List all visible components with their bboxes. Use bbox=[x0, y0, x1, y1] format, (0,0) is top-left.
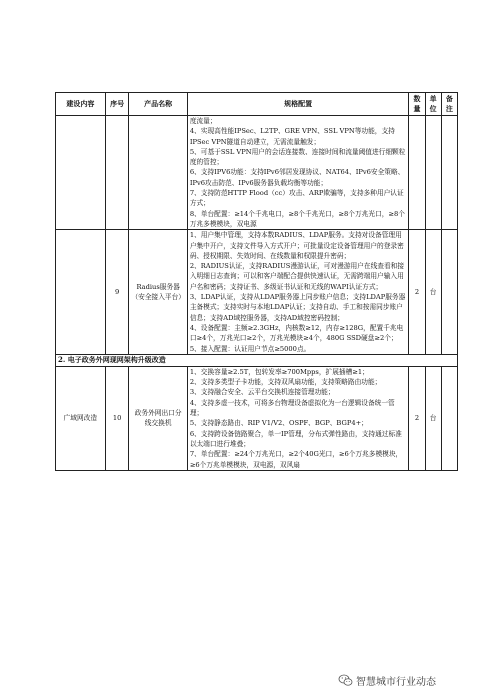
cell-note bbox=[441, 116, 457, 230]
table-row-continued bbox=[56, 116, 458, 230]
header-content: 建设内容 bbox=[56, 93, 106, 116]
cell-product: 政务外网出口分线交换机 bbox=[129, 366, 187, 470]
spec-line: 2、支持多类型子卡功能，支持双风扇功能，支持策略路由功能； bbox=[189, 378, 382, 387]
cell-unit: 台 bbox=[425, 230, 441, 355]
cell-content: 广域网改造 bbox=[56, 366, 106, 470]
spec-line: 4、实现高性能IPSec、L2TP、GRE VPN、SSL VPN等功能，支持IPSec VPN隧道自动建立，无需流量触发； bbox=[189, 127, 395, 146]
cell-seq: 10 bbox=[105, 366, 129, 470]
cell-qty: 2 bbox=[409, 230, 425, 355]
section-title: 2. 电子政务外网现网架构升级改造 bbox=[56, 354, 458, 366]
cell-note bbox=[441, 366, 457, 470]
header-unit: 单位 bbox=[425, 93, 441, 116]
cell-seq: 9 bbox=[105, 230, 129, 355]
cell-spec bbox=[187, 230, 409, 355]
spec-line: 1、交换容量≥2.5T，包转发率≥700Mpps，扩展插槽≥1； bbox=[189, 367, 369, 376]
header-seq: 序号 bbox=[105, 93, 129, 116]
spec-line: 4、支持多虚一技术，可将多台物理设备虚拟化为一台逻辑设备统一管理； bbox=[189, 398, 395, 418]
watermark-text: 智慧城市行业动态 bbox=[356, 677, 436, 688]
cell-note bbox=[441, 230, 457, 355]
spec-line: 1、用户集中管理，支持本数RADIUS、LDAP服务。支持对设备管理用户集中开户，支持文件导入方式开户；可批量设定设备管理用户的登录密码、授权期限、失效时间、在线数量和权限提升密码； bbox=[189, 231, 404, 260]
spec-table bbox=[55, 92, 458, 471]
spec-line: 3、支持融合安全、云平台交换机连接管理功能； bbox=[189, 388, 335, 397]
cell-unit bbox=[425, 116, 441, 230]
cell-content bbox=[56, 116, 106, 230]
header-qty: 数量 bbox=[409, 93, 425, 116]
spec-line: 5、支持静态路由、RIP V1/V2、OSPF、BGP、BGP4+； bbox=[189, 419, 368, 428]
cell-unit: 台 bbox=[425, 366, 441, 470]
header-note: 备注 bbox=[441, 93, 457, 116]
spec-line: 6、支持跨设备链路聚合，单一IP管理，分布式弹性路由，支持通过标准以太端口进行堆叠； bbox=[189, 429, 402, 448]
header-product: 产品名称 bbox=[129, 93, 187, 116]
table-header-row bbox=[56, 93, 458, 116]
cell-spec bbox=[187, 366, 409, 470]
cell-content bbox=[56, 230, 106, 355]
cell-product: Radius服务器（安全接入平台） bbox=[129, 230, 187, 355]
spec-line: 2、RADIUS认证，支持RADIUS漫游认证，可对漫游用户在线查看和接入明细日志查询；可以和客户端配合提供快速认证，无需跨端用户输入用户名和密码；支持证书、多级证书认证和无线的WAPI认证方式； bbox=[189, 262, 405, 291]
cell-qty bbox=[409, 116, 425, 230]
spec-line: 6、支持IPV6功能：支持IPv6邻居发现协议、NAT64、IPv6安全策略、IPv6攻击防范、IPv6服务器负载均衡等功能； bbox=[189, 168, 405, 187]
spec-line: 7、支持防范HTTP Flood（cc）攻击、ARP欺骗等，支持多种用户认证方式； bbox=[189, 189, 404, 208]
cell-spec bbox=[187, 116, 409, 230]
spec-line: 4、设备配置：主频≥2.3GHz，内核数≥12，内存≥128G，配置千兆电口≥4个，万兆光口≥2个，万兆光模块≥4个，480G SSD硬盘≥2个； bbox=[189, 323, 404, 343]
section-row bbox=[56, 354, 458, 366]
table-row-9 bbox=[56, 230, 458, 355]
watermark bbox=[338, 673, 436, 688]
spec-line: 5、可基于SSL VPN用户的会话连接数、连接时间和流量阈值进行细颗粒度的管控； bbox=[189, 147, 406, 167]
header-spec: 规格配置 bbox=[187, 93, 409, 116]
cell-seq bbox=[105, 116, 129, 230]
cell-product bbox=[129, 116, 187, 230]
spec-line: 3、LDAP认证，支持从LDAP服务器上同步账户信息；支持LDAP服务器主备模式；支持实时与本地LDAP认证；支持自动、手工和按需同步账户信息；支持AD域控服务器，支持AD域控密码控制； bbox=[189, 293, 406, 322]
spec-line: 8、单台配置：≥14个千兆电口，≥8个千兆光口，≥8个万兆光口，≥8个万兆多模模块，双电源 bbox=[189, 209, 405, 228]
spec-line: 7、单台配置：≥24个万兆光口，≥2个40G光口，≥6个万兆多模模块，≥6个万兆单模模块，双电源，双风扇 bbox=[189, 450, 403, 469]
table-row-10 bbox=[56, 366, 458, 470]
cell-qty: 2 bbox=[409, 366, 425, 470]
spec-line: 度流量； bbox=[189, 117, 217, 125]
wechat-icon bbox=[338, 674, 353, 687]
spec-line: 5、接入配置：认证用户节点≥5000点。 bbox=[189, 344, 311, 353]
